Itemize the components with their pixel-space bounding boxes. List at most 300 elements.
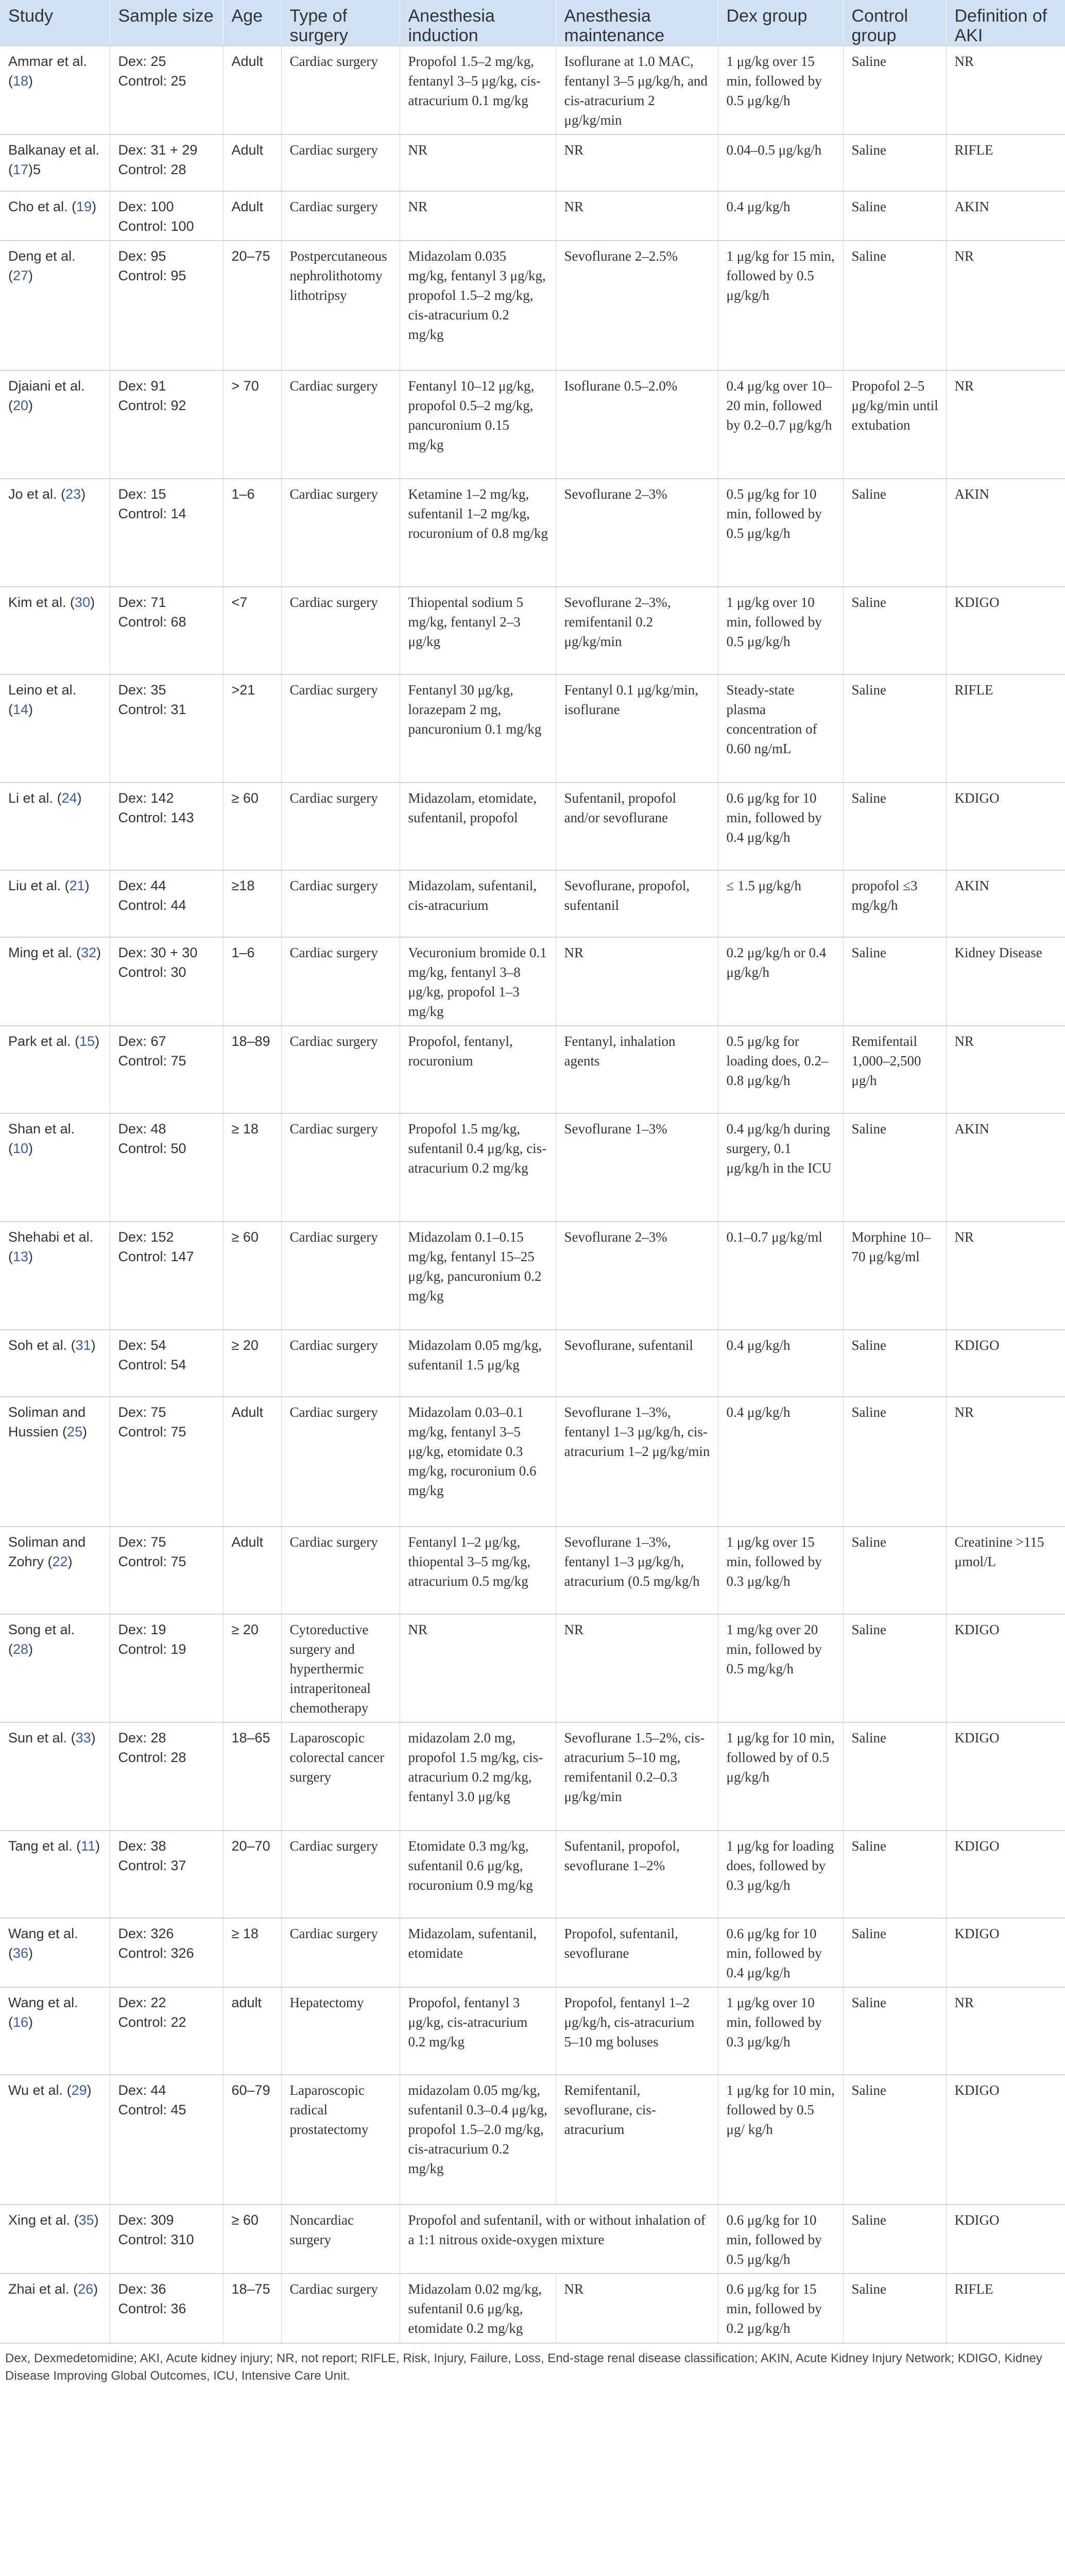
- table-row: [0, 1330, 1065, 1397]
- cell-anesthesia-induction: Vecuronium bromide 0.1 mg/kg, fentanyl 3–8 μg/kg, propofol 1–3 mg/kg: [400, 937, 556, 1026]
- table-row: [0, 479, 1065, 587]
- cell-age: ≥ 60: [223, 783, 281, 870]
- cell-definition-of-aki: KDIGO: [946, 1831, 1065, 1918]
- cell-definition-of-aki: KDIGO: [946, 2075, 1065, 2205]
- table-row: [0, 370, 1065, 479]
- cell-definition-of-aki: NR: [946, 1397, 1065, 1527]
- table-row: [0, 2274, 1065, 2343]
- cell-anesthesia-induction: Propofol, fentanyl 3 μg/kg, cis-atracurium 0.2 mg/kg: [400, 1987, 556, 2075]
- cell-sample-size: [110, 241, 223, 370]
- cell-age: Adult: [223, 1527, 281, 1614]
- sample-control: Control: 95: [118, 268, 186, 283]
- cell-anesthesia-maintenance: Sevoflurane 2–3%: [556, 479, 718, 587]
- sample-dex: Dex: 54: [118, 1337, 166, 1353]
- reference-link[interactable]: 20: [13, 398, 29, 413]
- study-name: Wang et al.: [8, 1995, 78, 2010]
- sample-dex: Dex: 48: [118, 1121, 166, 1137]
- sample-control: Control: 37: [118, 1858, 186, 1873]
- cell-sample-size: [110, 783, 223, 870]
- cell-anesthesia-maintenance: NR: [556, 191, 718, 241]
- study-name: Xing et al.: [8, 2212, 71, 2228]
- cell-dex-group: 0.04–0.5 μg/kg/h: [718, 134, 843, 191]
- cell-anesthesia-induction: Midazolam 0.1–0.15 mg/kg, fentanyl 15–25 μg/kg, pancuronium 0.2 mg/kg: [400, 1222, 556, 1330]
- cell-age: Adult: [223, 191, 281, 241]
- column-header-age: Age: [223, 0, 281, 46]
- reference-link[interactable]: 29: [71, 2082, 87, 2098]
- sample-dex: Dex: 36: [118, 2281, 166, 2297]
- cell-anesthesia-maintenance: NR: [556, 1614, 718, 1722]
- table-row: [0, 783, 1065, 870]
- cell-control-group: Morphine 10–70 μg/kg/ml: [843, 1222, 946, 1330]
- cell-study: Soh et al. (31): [0, 1330, 110, 1397]
- sample-dex: Dex: 67: [118, 1033, 166, 1049]
- reference-link[interactable]: 31: [75, 1337, 91, 1353]
- cell-sample-size: [110, 1722, 223, 1831]
- sample-control: Control: 326: [118, 1945, 194, 1961]
- table-footnote: Dex, Dexmedetomidine; AKI, Acute kidney injury; NR, not report; RIFLE, Risk, Injury, Failure, Loss, End-stage renal disease classification; AKIN, Acute Kidney Injury Network; KDIGO, Kidney Disease Improving Global Outcomes, ICU, Intensive Care Unit.: [5, 2351, 1042, 2383]
- reference-suffix: 5: [33, 162, 41, 177]
- cell-type-of-surgery: Cardiac surgery: [281, 370, 400, 479]
- column-header-sample-size: Sample size: [110, 0, 223, 46]
- cell-study: Kim et al. (30): [0, 587, 110, 674]
- cell-study: Sun et al. (33): [0, 1722, 110, 1831]
- reference-link[interactable]: 28: [13, 1641, 29, 1657]
- cell-definition-of-aki: AKIN: [946, 479, 1065, 587]
- cell-definition-of-aki: RIFLE: [946, 134, 1065, 191]
- cell-anesthesia-induction: Propofol 1.5 mg/kg, sufentanil 0.4 μg/kg, cis-atracurium 0.2 mg/kg: [400, 1113, 556, 1222]
- cell-anesthesia-maintenance: NR: [556, 937, 718, 1026]
- cell-study: Wang et al. (36): [0, 1918, 110, 1987]
- cell-type-of-surgery: Cardiac surgery: [281, 674, 400, 783]
- reference-link[interactable]: 30: [75, 595, 91, 610]
- cell-age: Adult: [223, 46, 281, 134]
- cell-anesthesia-induction: Midazolam, sufentanil, cis-atracurium: [400, 870, 556, 937]
- cell-age: 18–75: [223, 2274, 281, 2343]
- cell-type-of-surgery: Cardiac surgery: [281, 1113, 400, 1222]
- cell-type-of-surgery: Noncardiac surgery: [281, 2205, 400, 2274]
- cell-control-group: Saline: [843, 1987, 946, 2075]
- sample-control: Control: 147: [118, 1249, 194, 1264]
- cell-sample-size: [110, 937, 223, 1026]
- cell-age: 20–75: [223, 241, 281, 370]
- cell-age: 1–6: [223, 479, 281, 587]
- cell-age: ≥ 18: [223, 1918, 281, 1987]
- cell-sample-size: [110, 370, 223, 479]
- cell-control-group: Saline: [843, 1330, 946, 1397]
- table-row: [0, 1722, 1065, 1831]
- cell-definition-of-aki: NR: [946, 1987, 1065, 2075]
- sample-dex: Dex: 326: [118, 1926, 174, 1941]
- cell-study: Shan et al. (10): [0, 1113, 110, 1222]
- cell-control-group: Saline: [843, 2205, 946, 2274]
- cell-type-of-surgery: Hepatectomy: [281, 1987, 400, 2075]
- sample-control: Control: 50: [118, 1141, 186, 1156]
- reference-link[interactable]: 19: [76, 199, 92, 214]
- reference-link[interactable]: 33: [75, 1730, 91, 1745]
- reference-link[interactable]: 25: [67, 1424, 83, 1439]
- table-row: [0, 1113, 1065, 1222]
- sample-dex: Dex: 95: [118, 248, 166, 264]
- table-row: [0, 191, 1065, 241]
- study-name: Zhai et al.: [8, 2281, 70, 2297]
- cell-type-of-surgery: Cardiac surgery: [281, 1527, 400, 1614]
- study-name: Leino et al.: [8, 682, 77, 698]
- cell-age: ≥ 20: [223, 1330, 281, 1397]
- cell-control-group: Saline: [843, 1918, 946, 1987]
- sample-control: Control: 92: [118, 398, 186, 413]
- cell-anesthesia-induction: NR: [400, 1614, 556, 1722]
- reference-link[interactable]: 22: [52, 1554, 68, 1569]
- study-name: Tang et al.: [8, 1838, 73, 1854]
- cell-type-of-surgery: Laparoscopic colorectal cancer surgery: [281, 1722, 400, 1831]
- sample-control: Control: 75: [118, 1424, 186, 1439]
- study-name: Ammar et al.: [8, 54, 88, 69]
- cell-sample-size: [110, 674, 223, 783]
- sample-dex: Dex: 25: [118, 54, 166, 69]
- cell-definition-of-aki: NR: [946, 46, 1065, 134]
- cell-type-of-surgery: Cardiac surgery: [281, 870, 400, 937]
- table-row: [0, 46, 1065, 134]
- table-row: [0, 1222, 1065, 1330]
- cell-type-of-surgery: Cardiac surgery: [281, 1330, 400, 1397]
- cell-anesthesia-maintenance: Sevoflurane 2–3%, remifentanil 0.2 μg/kg/min: [556, 587, 718, 674]
- cell-sample-size: [110, 1831, 223, 1918]
- cell-anesthesia-maintenance: Sevoflurane, sufentanil: [556, 1330, 718, 1397]
- cell-anesthesia-induction: midazolam 0.05 mg/kg, sufentanil 0.3–0.4 μg/kg, propofol 1.5–2.0 mg/kg, cis-atracurium 0.2 mg/kg: [400, 2075, 556, 2205]
- cell-type-of-surgery: Cardiac surgery: [281, 1831, 400, 1918]
- reference-link[interactable]: 17: [13, 162, 29, 177]
- cell-sample-size: [110, 1330, 223, 1397]
- cell-age: 18–89: [223, 1026, 281, 1113]
- column-header-definition-of-aki: Definition of AKI: [946, 0, 1065, 46]
- reference-link[interactable]: 21: [69, 878, 85, 893]
- cell-anesthesia-maintenance: Sufentanil, propofol and/or sevoflurane: [556, 783, 718, 870]
- cell-dex-group: 0.6 μg/kg for 15 min, followed by 0.2 μg/kg/h: [718, 2274, 843, 2343]
- study-name: Shehabi et al.: [8, 1229, 94, 1245]
- sample-control: Control: 31: [118, 702, 186, 717]
- sample-dex: Dex: 309: [118, 2212, 174, 2228]
- cell-control-group: Saline: [843, 783, 946, 870]
- cell-dex-group: 1 μg/kg over 10 min, followed by 0.3 μg/kg/h: [718, 1987, 843, 2075]
- table-row: [0, 1831, 1065, 1918]
- header-row: [0, 0, 1065, 46]
- cell-anesthesia-induction: Midazolam 0.03–0.1 mg/kg, fentanyl 3–5 μg/kg, etomidate 0.3 mg/kg, rocuronium 0.6 mg/kg: [400, 1397, 556, 1527]
- cell-control-group: Saline: [843, 46, 946, 134]
- study-name: Sun et al.: [8, 1730, 67, 1745]
- table-row: [0, 674, 1065, 783]
- cell-dex-group: 0.6 μg/kg for 10 min, followed by 0.4 μg/kg/h: [718, 783, 843, 870]
- cell-dex-group: 1 μg/kg over 15 min, followed by 0.5 μg/kg/h: [718, 46, 843, 134]
- cell-definition-of-aki: KDIGO: [946, 1330, 1065, 1397]
- cell-definition-of-aki: NR: [946, 370, 1065, 479]
- study-name: Soh et al.: [8, 1337, 67, 1353]
- cell-anesthesia-induction: Midazolam 0.035 mg/kg, fentanyl 3 μg/kg, propofol 1.5–2 mg/kg, cis-atracurium 0.2 mg/kg: [400, 241, 556, 370]
- cell-age: <7: [223, 587, 281, 674]
- cell-study: Balkanay et al. (17)5: [0, 134, 110, 191]
- cell-dex-group: 1 μg/kg for 10 min, followed by of 0.5 μg/kg/h: [718, 1722, 843, 1831]
- cell-anesthesia-induction: Midazolam, etomidate, sufentanil, propofol: [400, 783, 556, 870]
- cell-control-group: Propofol 2–5 μg/kg/min until extubation: [843, 370, 946, 479]
- cell-age: adult: [223, 1987, 281, 2075]
- study-name: Balkanay et al.: [8, 142, 100, 158]
- cell-dex-group: 0.4 μg/kg/h: [718, 1397, 843, 1527]
- sample-dex: Dex: 15: [118, 486, 166, 502]
- cell-dex-group: 0.5 μg/kg for 10 min, followed by 0.5 μg/kg/h: [718, 479, 843, 587]
- cell-control-group: Saline: [843, 587, 946, 674]
- sample-dex: Dex: 44: [118, 2082, 166, 2098]
- reference-link[interactable]: 13: [13, 1249, 29, 1264]
- reference-link[interactable]: 14: [13, 702, 29, 717]
- cell-age: ≥ 20: [223, 1614, 281, 1722]
- cell-control-group: Saline: [843, 2075, 946, 2205]
- cell-study: Li et al. (24): [0, 783, 110, 870]
- cell-type-of-surgery: Cardiac surgery: [281, 479, 400, 587]
- table-row: [0, 1987, 1065, 2075]
- sample-dex: Dex: 75: [118, 1534, 166, 1550]
- cell-anesthesia-maintenance: Propofol, sufentanil, sevoflurane: [556, 1918, 718, 1987]
- cell-study: Ming et al. (32): [0, 937, 110, 1026]
- table-row: [0, 1918, 1065, 1987]
- reference-link[interactable]: 16: [13, 2014, 29, 2030]
- reference-link[interactable]: 10: [13, 1141, 29, 1156]
- cell-sample-size: [110, 1987, 223, 2075]
- table-header: [0, 0, 1065, 46]
- cell-dex-group: 0.4 μg/kg/h: [718, 1330, 843, 1397]
- table-row: [0, 1026, 1065, 1113]
- sample-control: Control: 22: [118, 2014, 186, 2030]
- sample-dex: Dex: 71: [118, 595, 166, 610]
- cell-study: Xing et al. (35): [0, 2205, 110, 2274]
- cell-study: Ammar et al. (18): [0, 46, 110, 134]
- study-name: Soliman and Hussien: [8, 1404, 86, 1439]
- cell-type-of-surgery: Postpercutaneous nephrolithotomy lithotripsy: [281, 241, 400, 370]
- sample-control: Control: 30: [118, 964, 186, 980]
- cell-anesthesia-maintenance: Fentanyl, inhalation agents: [556, 1026, 718, 1113]
- cell-anesthesia-maintenance: Sevoflurane 2–3%: [556, 1222, 718, 1330]
- cell-dex-group: 0.1–0.7 μg/kg/ml: [718, 1222, 843, 1330]
- column-header-type-of-surgery: Type of surgery: [281, 0, 400, 46]
- study-name: Jo et al.: [8, 486, 57, 502]
- cell-control-group: Saline: [843, 674, 946, 783]
- cell-dex-group: 0.6 μg/kg for 10 min, followed by 0.5 μg/kg/h: [718, 2205, 843, 2274]
- cell-type-of-surgery: Cardiac surgery: [281, 1222, 400, 1330]
- study-name: Cho et al.: [8, 199, 68, 214]
- cell-sample-size: [110, 191, 223, 241]
- cell-control-group: Saline: [843, 134, 946, 191]
- reference-link[interactable]: 24: [61, 790, 77, 806]
- cell-definition-of-aki: AKIN: [946, 191, 1065, 241]
- table-row: [0, 134, 1065, 191]
- cell-sample-size: [110, 479, 223, 587]
- table-row: [0, 1527, 1065, 1614]
- reference-link[interactable]: 18: [13, 73, 29, 89]
- table-row: [0, 1614, 1065, 1722]
- cell-age: 60–79: [223, 2075, 281, 2205]
- cell-definition-of-aki: NR: [946, 1026, 1065, 1113]
- cell-anesthesia-maintenance: Isoflurane at 1.0 MAC, fentanyl 3–5 μg/kg/h, and cis-atracurium 2 μg/kg/min: [556, 46, 718, 134]
- study-name: Liu et al.: [8, 878, 61, 893]
- table-row: [0, 2075, 1065, 2205]
- cell-definition-of-aki: NR: [946, 1222, 1065, 1330]
- cell-control-group: Saline: [843, 1614, 946, 1722]
- cell-control-group: propofol ≤3 mg/kg/h: [843, 870, 946, 937]
- sample-dex: Dex: 44: [118, 878, 166, 893]
- cell-dex-group: 1 μg/kg for loading does, followed by 0.3 μg/kg/h: [718, 1831, 843, 1918]
- cell-age: > 70: [223, 370, 281, 479]
- cell-definition-of-aki: Creatinine >115 μmol/L: [946, 1527, 1065, 1614]
- study-name: Song et al.: [8, 1622, 75, 1637]
- cell-study: Jo et al. (23): [0, 479, 110, 587]
- cell-sample-size: [110, 870, 223, 937]
- cell-anesthesia-maintenance: Sevoflurane 2–2.5%: [556, 241, 718, 370]
- cell-dex-group: 1 mg/kg over 20 min, followed by 0.5 mg/kg/h: [718, 1614, 843, 1722]
- cell-sample-size: [110, 1026, 223, 1113]
- cell-control-group: Saline: [843, 1722, 946, 1831]
- cell-dex-group: 0.4 μg/kg/h: [718, 191, 843, 241]
- sample-dex: Dex: 35: [118, 682, 166, 698]
- cell-age: >21: [223, 674, 281, 783]
- table-row: [0, 587, 1065, 674]
- cell-anesthesia-induction: Midazolam 0.05 mg/kg, sufentanil 1.5 μg/kg: [400, 1330, 556, 1397]
- cell-type-of-surgery: Cytoreductive surgery and hyperthermic intraperitoneal chemotherapy: [281, 1614, 400, 1722]
- sample-dex: Dex: 30 + 30: [118, 945, 198, 960]
- sample-dex: Dex: 91: [118, 378, 166, 394]
- cell-study: Leino et al. (14): [0, 674, 110, 783]
- cell-dex-group: 1 μg/kg for 10 min, followed by 0.5 μg/ kg/h: [718, 2075, 843, 2205]
- cell-definition-of-aki: KDIGO: [946, 1722, 1065, 1831]
- cell-anesthesia-maintenance: Isoflurane 0.5–2.0%: [556, 370, 718, 479]
- sample-dex: Dex: 19: [118, 1622, 166, 1637]
- cell-anesthesia-maintenance: NR: [556, 2274, 718, 2343]
- cell-anesthesia-maintenance: Propofol, fentanyl 1–2 μg/kg/h, cis-atracurium 5–10 mg boluses: [556, 1987, 718, 2075]
- sample-control: Control: 100: [118, 218, 194, 234]
- cell-anesthesia-maintenance: Sevoflurane, propofol, sufentanil: [556, 870, 718, 937]
- cell-sample-size: [110, 1113, 223, 1222]
- cell-anesthesia-induction: Midazolam 0.02 mg/kg, sufentanil 0.6 μg/kg, etomidate 0.2 mg/kg: [400, 2274, 556, 2343]
- cell-sample-size: [110, 1918, 223, 1987]
- cell-anesthesia-induction: Propofol 1.5–2 mg/kg, fentanyl 3–5 μg/kg, cis-atracurium 0.1 mg/kg: [400, 46, 556, 134]
- cell-type-of-surgery: Cardiac surgery: [281, 1026, 400, 1113]
- cell-study: Park et al. (15): [0, 1026, 110, 1113]
- cell-study: Shehabi et al. (13): [0, 1222, 110, 1330]
- cell-control-group: Saline: [843, 191, 946, 241]
- table-body: [0, 46, 1065, 2343]
- cell-study: Djaiani et al. (20): [0, 370, 110, 479]
- cell-type-of-surgery: Cardiac surgery: [281, 2274, 400, 2343]
- cell-type-of-surgery: Cardiac surgery: [281, 937, 400, 1026]
- table-row: [0, 937, 1065, 1026]
- sample-control: Control: 75: [118, 1053, 186, 1069]
- study-name: Kim et al.: [8, 595, 66, 610]
- cell-dex-group: 0.4 μg/kg over 10–20 min, followed by 0.2–0.7 μg/kg/h: [718, 370, 843, 479]
- cell-definition-of-aki: AKIN: [946, 870, 1065, 937]
- cell-sample-size: [110, 2075, 223, 2205]
- cell-control-group: Saline: [843, 241, 946, 370]
- sample-control: Control: 36: [118, 2301, 186, 2316]
- cell-age: ≥ 60: [223, 2205, 281, 2274]
- study-name: Park et al.: [8, 1033, 71, 1049]
- cell-anesthesia-induction: NR: [400, 134, 556, 191]
- cell-definition-of-aki: Kidney Disease: [946, 937, 1065, 1026]
- reference-link[interactable]: 35: [78, 2212, 94, 2228]
- cell-type-of-surgery: Laparoscopic radical prostatectomy: [281, 2075, 400, 2205]
- cell-sample-size: [110, 134, 223, 191]
- reference-link[interactable]: 27: [13, 268, 29, 283]
- cell-dex-group: 0.6 μg/kg for 10 min, followed by 0.4 μg/kg/h: [718, 1918, 843, 1987]
- sample-dex: Dex: 38: [118, 1838, 166, 1854]
- cell-dex-group: 0.4 μg/kg/h during surgery, 0.1 μg/kg/h in the ICU: [718, 1113, 843, 1222]
- cell-sample-size: [110, 46, 223, 134]
- table-row: [0, 241, 1065, 370]
- cell-sample-size: [110, 2274, 223, 2343]
- reference-link[interactable]: 36: [13, 1945, 29, 1961]
- cell-age: 20–70: [223, 1831, 281, 1918]
- reference-link[interactable]: 15: [79, 1033, 95, 1049]
- sample-dex: Dex: 152: [118, 1229, 174, 1245]
- reference-link[interactable]: 11: [81, 1838, 96, 1854]
- cell-age: Adult: [223, 134, 281, 191]
- sample-dex: Dex: 100: [118, 199, 174, 214]
- cell-definition-of-aki: KDIGO: [946, 2205, 1065, 2274]
- study-name: Deng et al.: [8, 248, 76, 264]
- cell-anesthesia-induction: Ketamine 1–2 mg/kg, sufentanil 1–2 mg/kg, rocuronium of 0.8 mg/kg: [400, 479, 556, 587]
- cell-study: Cho et al. (19): [0, 191, 110, 241]
- cell-type-of-surgery: Cardiac surgery: [281, 46, 400, 134]
- cell-definition-of-aki: RIFLE: [946, 2274, 1065, 2343]
- sample-control: Control: 25: [118, 73, 186, 89]
- sample-control: Control: 75: [118, 1554, 186, 1569]
- cell-anesthesia-maintenance: Remifentanil, sevoflurane, cis-atracurium: [556, 2075, 718, 2205]
- sample-control: Control: 19: [118, 1641, 186, 1657]
- cell-anesthesia-induction: Midazolam, sufentanil, etomidate: [400, 1918, 556, 1987]
- sample-control: Control: 28: [118, 1750, 186, 1765]
- table-row: [0, 1397, 1065, 1527]
- reference-link[interactable]: 26: [78, 2281, 94, 2297]
- sample-control: Control: 68: [118, 614, 186, 630]
- sample-dex: Dex: 22: [118, 1995, 166, 2010]
- cell-control-group: Remifentail 1,000–2,500 μg/h: [843, 1026, 946, 1113]
- reference-link[interactable]: 23: [65, 486, 81, 502]
- cell-type-of-surgery: Cardiac surgery: [281, 783, 400, 870]
- cell-anesthesia-induction: Thiopental sodium 5 mg/kg, fentanyl 2–3 μg/kg: [400, 587, 556, 674]
- cell-control-group: Saline: [843, 1397, 946, 1527]
- cell-sample-size: [110, 587, 223, 674]
- study-name: Li et al.: [8, 790, 54, 806]
- cell-study: Soliman and Zohry (22): [0, 1527, 110, 1614]
- cell-anesthesia-induction: NR: [400, 191, 556, 241]
- sample-control: Control: 14: [118, 506, 186, 521]
- column-header-anesthesia-maintenance: Anesthesia maintenance: [556, 0, 718, 46]
- cell-control-group: Saline: [843, 937, 946, 1026]
- sample-control: Control: 310: [118, 2232, 194, 2247]
- cell-control-group: Saline: [843, 2274, 946, 2343]
- cell-dex-group: 1 μg/kg for 15 min, followed by 0.5 μg/kg/h: [718, 241, 843, 370]
- study-name: Djaiani et al.: [8, 378, 85, 394]
- cell-anesthesia-induction: Fentanyl 30 μg/kg, lorazepam 2 mg, pancuronium 0.1 mg/kg: [400, 674, 556, 783]
- study-name: Wu et al.: [8, 2082, 63, 2098]
- cell-study: Song et al. (28): [0, 1614, 110, 1722]
- cell-definition-of-aki: KDIGO: [946, 1614, 1065, 1722]
- study-name: Wang et al.: [8, 1926, 78, 1941]
- cell-dex-group: 1 μg/kg over 15 min, followed by 0.3 μg/kg/h: [718, 1527, 843, 1614]
- sample-dex: Dex: 28: [118, 1730, 166, 1745]
- cell-sample-size: [110, 1614, 223, 1722]
- cell-definition-of-aki: KDIGO: [946, 1918, 1065, 1987]
- cell-type-of-surgery: Cardiac surgery: [281, 134, 400, 191]
- cell-dex-group: 1 μg/kg over 10 min, followed by 0.5 μg/kg/h: [718, 587, 843, 674]
- cell-study: Soliman and Hussien (25): [0, 1397, 110, 1527]
- reference-link[interactable]: 32: [81, 945, 97, 960]
